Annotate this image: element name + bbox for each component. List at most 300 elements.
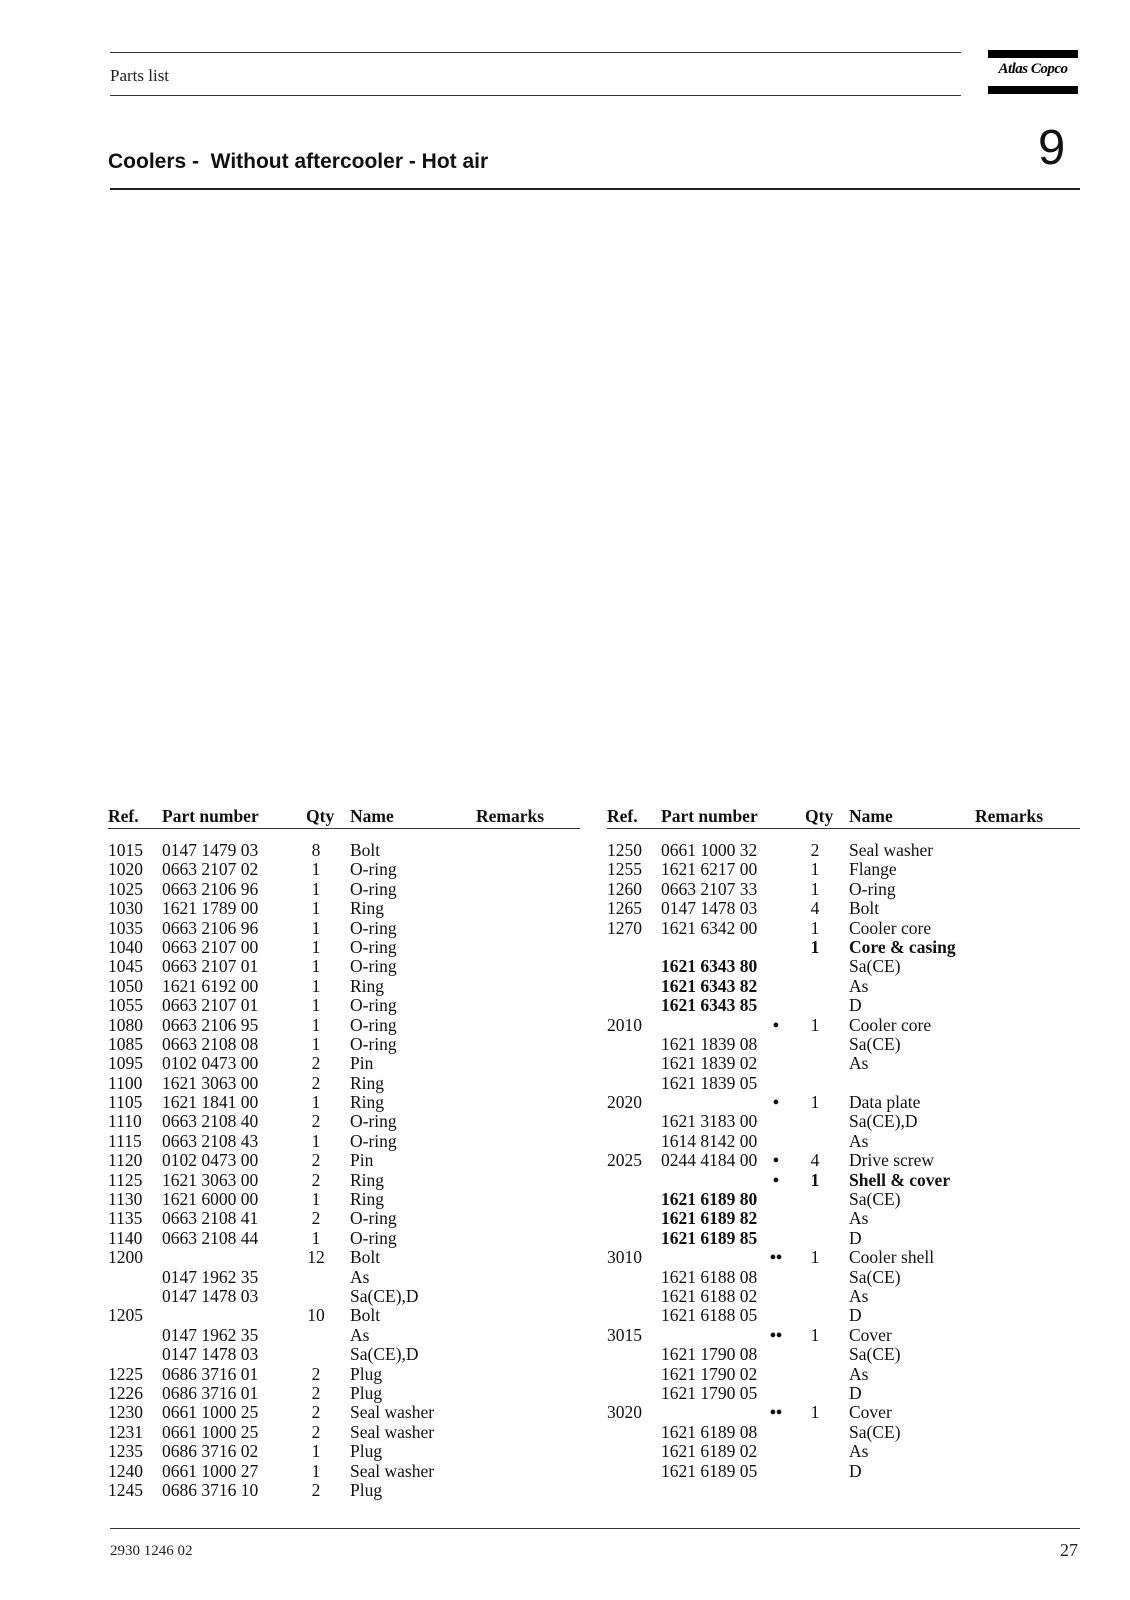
row-name: Plug bbox=[350, 1382, 383, 1403]
column-header-qty: Qty bbox=[306, 806, 335, 826]
row-name: Sa(CE) bbox=[849, 1033, 901, 1054]
row-qty: 2 bbox=[311, 1169, 321, 1190]
row-part-number: 0661 1000 27 bbox=[162, 1460, 259, 1481]
row-part-number: 0661 1000 25 bbox=[162, 1402, 259, 1423]
row-part-number: 0244 4184 00 bbox=[661, 1150, 758, 1171]
row-part-number: 0147 1479 03 bbox=[162, 840, 259, 860]
row-name: Ring bbox=[350, 975, 385, 996]
row-part-number: 1621 3183 00 bbox=[661, 1111, 758, 1132]
document-number: 2930 1246 02 bbox=[110, 1543, 193, 1559]
row-qty: 4 bbox=[810, 898, 820, 919]
row-qty: 1 bbox=[810, 878, 820, 899]
row-name: Ring bbox=[350, 898, 385, 919]
table-row bbox=[108, 899, 580, 918]
row-qty: 2 bbox=[311, 1072, 321, 1093]
table-row bbox=[607, 1345, 1080, 1364]
column-header-ref: Ref. bbox=[607, 806, 638, 826]
column-header-remarks: Remarks bbox=[975, 806, 1044, 826]
row-part-number: 1621 6343 85 bbox=[661, 995, 758, 1016]
row-qty: 2 bbox=[810, 840, 820, 860]
row-ref: 1140 bbox=[108, 1227, 143, 1248]
row-part-number: 1621 1790 02 bbox=[661, 1363, 758, 1384]
row-name: Bolt bbox=[350, 1247, 381, 1268]
row-part-number: 1621 6188 02 bbox=[661, 1285, 758, 1306]
row-name: As bbox=[849, 1130, 869, 1151]
footer-rule bbox=[110, 1528, 1080, 1529]
row-level-marker: • bbox=[772, 1014, 780, 1035]
row-name: D bbox=[849, 1227, 862, 1248]
row-part-number: 1621 3063 00 bbox=[162, 1072, 259, 1093]
row-name: Cooler core bbox=[849, 1014, 932, 1035]
row-part-number: 0147 1962 35 bbox=[162, 1266, 259, 1287]
row-name: Seal washer bbox=[350, 1460, 435, 1481]
row-part-number: 1621 1790 05 bbox=[661, 1382, 758, 1403]
row-ref: 1205 bbox=[108, 1305, 143, 1326]
row-part-number: 1621 6189 82 bbox=[661, 1208, 758, 1229]
table-row bbox=[108, 1132, 580, 1151]
row-qty: 1 bbox=[311, 936, 321, 957]
table-row bbox=[108, 1190, 580, 1209]
row-ref: 1226 bbox=[108, 1382, 143, 1403]
row-ref: 1015 bbox=[108, 840, 143, 860]
page-title: Coolers - Without aftercooler - Hot air bbox=[108, 150, 489, 173]
row-name: O-ring bbox=[350, 1208, 397, 1229]
header-top-rule bbox=[110, 52, 961, 53]
row-part-number: 1621 6000 00 bbox=[162, 1189, 259, 1210]
row-name: Ring bbox=[350, 1169, 385, 1190]
row-name: D bbox=[849, 995, 862, 1016]
row-name: O-ring bbox=[350, 917, 397, 938]
table-row bbox=[108, 977, 580, 996]
row-part-number: 1621 1790 08 bbox=[661, 1344, 758, 1365]
row-ref: 1120 bbox=[108, 1150, 143, 1171]
row-ref: 1100 bbox=[108, 1072, 143, 1093]
table-row bbox=[607, 1248, 1080, 1267]
logo-wordmark: Atlas Copco bbox=[998, 61, 1068, 77]
table-row bbox=[607, 1074, 1080, 1093]
table-row bbox=[607, 1268, 1080, 1287]
row-name: Bolt bbox=[350, 1305, 381, 1326]
row-part-number: 0663 2107 33 bbox=[661, 878, 758, 899]
row-name: Seal washer bbox=[350, 1421, 435, 1442]
row-part-number: 1621 1839 08 bbox=[661, 1033, 758, 1054]
row-level-marker: •• bbox=[769, 1324, 783, 1345]
row-ref: 3020 bbox=[607, 1402, 642, 1423]
table-row bbox=[108, 1229, 580, 1248]
parts-table-right bbox=[607, 805, 1080, 1481]
row-part-number: 0686 3716 01 bbox=[162, 1363, 259, 1384]
table-row bbox=[607, 899, 1080, 918]
title-rule bbox=[110, 188, 1080, 190]
row-name: Seal washer bbox=[849, 840, 934, 860]
table-row bbox=[607, 919, 1080, 938]
row-part-number: 0147 1962 35 bbox=[162, 1324, 259, 1345]
row-qty: 2 bbox=[311, 1053, 321, 1074]
table-row bbox=[108, 1016, 580, 1035]
row-qty: 1 bbox=[311, 917, 321, 938]
row-ref: 1035 bbox=[108, 917, 143, 938]
table-row bbox=[108, 1287, 580, 1306]
table-row bbox=[607, 1016, 1080, 1035]
row-name: O-ring bbox=[350, 956, 397, 977]
row-part-number: 1621 1789 00 bbox=[162, 898, 259, 919]
row-part-number: 1621 6188 05 bbox=[661, 1305, 758, 1326]
row-ref: 1130 bbox=[108, 1189, 143, 1210]
row-part-number: 0102 0473 00 bbox=[162, 1150, 259, 1171]
row-name: Shell & cover bbox=[849, 1169, 951, 1190]
section-label: Parts list bbox=[110, 66, 170, 85]
row-part-number: 0663 2106 96 bbox=[162, 917, 259, 938]
row-name: O-ring bbox=[350, 1227, 397, 1248]
table-row bbox=[607, 938, 1080, 957]
row-ref: 1045 bbox=[108, 956, 143, 977]
row-name: Data plate bbox=[849, 1092, 921, 1113]
table-row bbox=[108, 1326, 580, 1345]
row-ref: 1200 bbox=[108, 1247, 143, 1268]
row-qty: 12 bbox=[307, 1247, 325, 1268]
row-part-number: 0663 2108 44 bbox=[162, 1227, 259, 1248]
table-row bbox=[108, 1481, 580, 1500]
logo-top-bar bbox=[988, 50, 1078, 58]
row-name: Pin bbox=[350, 1150, 374, 1171]
row-part-number: 0102 0473 00 bbox=[162, 1053, 259, 1074]
table-row bbox=[108, 1268, 580, 1287]
row-qty: 1 bbox=[810, 859, 820, 880]
row-part-number: 0661 1000 32 bbox=[661, 840, 758, 860]
row-part-number: 1621 6342 00 bbox=[661, 917, 758, 938]
row-qty: 1 bbox=[810, 1324, 820, 1345]
row-ref: 1085 bbox=[108, 1033, 143, 1054]
table-row bbox=[108, 957, 580, 976]
row-qty: 2 bbox=[311, 1382, 321, 1403]
header-bottom-rule bbox=[110, 95, 961, 96]
row-part-number: 0663 2108 40 bbox=[162, 1111, 259, 1132]
row-name: Sa(CE),D bbox=[350, 1344, 419, 1365]
table-row bbox=[108, 1403, 580, 1422]
row-name: Plug bbox=[350, 1441, 383, 1462]
row-qty: 1 bbox=[311, 975, 321, 996]
row-qty: 1 bbox=[311, 1014, 321, 1035]
row-ref: 1240 bbox=[108, 1460, 143, 1481]
row-name: Sa(CE) bbox=[849, 956, 901, 977]
table-row bbox=[607, 1326, 1080, 1345]
table-row bbox=[607, 1151, 1080, 1170]
row-ref: 1260 bbox=[607, 878, 642, 899]
row-name: As bbox=[350, 1266, 370, 1287]
row-qty: 1 bbox=[810, 1014, 820, 1035]
row-name: O-ring bbox=[350, 1130, 397, 1151]
row-part-number: 0686 3716 10 bbox=[162, 1479, 259, 1500]
row-part-number: 0663 2107 01 bbox=[162, 956, 259, 977]
row-ref: 1230 bbox=[108, 1402, 143, 1423]
row-part-number: 1621 6189 05 bbox=[661, 1460, 758, 1481]
chapter-number: 9 bbox=[1038, 121, 1066, 175]
table-row bbox=[108, 880, 580, 899]
row-ref: 1225 bbox=[108, 1363, 143, 1384]
row-ref: 2025 bbox=[607, 1150, 642, 1171]
row-part-number: 0663 2107 02 bbox=[162, 859, 259, 880]
row-name: Sa(CE) bbox=[849, 1421, 901, 1442]
row-part-number: 0663 2108 43 bbox=[162, 1130, 259, 1151]
row-ref: 1105 bbox=[108, 1092, 143, 1113]
row-qty: 1 bbox=[810, 1092, 820, 1113]
row-name: D bbox=[849, 1305, 862, 1326]
row-ref: 1231 bbox=[108, 1421, 143, 1442]
row-part-number: 0147 1478 03 bbox=[162, 1285, 259, 1306]
row-part-number: 1621 6217 00 bbox=[661, 859, 758, 880]
row-ref: 1270 bbox=[607, 917, 642, 938]
column-header-name: Name bbox=[849, 806, 893, 826]
table-row bbox=[108, 938, 580, 957]
table-row bbox=[108, 1462, 580, 1481]
row-name: Sa(CE),D bbox=[849, 1111, 918, 1132]
table-row bbox=[607, 1423, 1080, 1442]
table-row bbox=[108, 919, 580, 938]
row-ref: 1050 bbox=[108, 975, 143, 996]
row-qty: 1 bbox=[810, 1169, 820, 1190]
row-name: Ring bbox=[350, 1189, 385, 1210]
row-part-number: 1621 6343 80 bbox=[661, 956, 758, 977]
row-name: As bbox=[849, 1208, 869, 1229]
row-part-number: 0147 1478 03 bbox=[162, 1344, 259, 1365]
column-header-ref: Ref. bbox=[108, 806, 139, 826]
row-qty: 2 bbox=[311, 1479, 321, 1500]
row-name: Plug bbox=[350, 1363, 383, 1384]
row-ref: 1040 bbox=[108, 936, 143, 957]
row-name: Plug bbox=[350, 1479, 383, 1500]
row-qty: 1 bbox=[810, 1247, 820, 1268]
table-row bbox=[607, 1229, 1080, 1248]
row-qty: 2 bbox=[311, 1421, 321, 1442]
row-part-number: 1621 6189 80 bbox=[661, 1189, 758, 1210]
row-part-number: 0147 1478 03 bbox=[661, 898, 758, 919]
row-part-number: 0663 2108 41 bbox=[162, 1208, 259, 1229]
row-qty: 1 bbox=[311, 995, 321, 1016]
row-ref: 2020 bbox=[607, 1092, 642, 1113]
row-ref: 1245 bbox=[108, 1479, 143, 1500]
row-name: O-ring bbox=[849, 878, 896, 899]
row-qty: 1 bbox=[311, 1092, 321, 1113]
table-row bbox=[108, 1171, 580, 1190]
row-qty: 2 bbox=[311, 1363, 321, 1384]
table-row bbox=[607, 860, 1080, 879]
row-qty: 1 bbox=[810, 1402, 820, 1423]
row-ref: 1265 bbox=[607, 898, 642, 919]
table-row bbox=[607, 957, 1080, 976]
row-ref: 1235 bbox=[108, 1441, 143, 1462]
row-part-number: 1621 1841 00 bbox=[162, 1092, 259, 1113]
row-ref: 2010 bbox=[607, 1014, 642, 1035]
row-part-number: 0661 1000 25 bbox=[162, 1421, 259, 1442]
parts-table-left bbox=[108, 805, 580, 1500]
row-name: Drive screw bbox=[849, 1150, 935, 1171]
row-ref: 1125 bbox=[108, 1169, 143, 1190]
table-row bbox=[607, 1132, 1080, 1151]
row-name: O-ring bbox=[350, 1033, 397, 1054]
row-qty: 8 bbox=[311, 840, 321, 860]
row-name: Sa(CE) bbox=[849, 1189, 901, 1210]
table-row bbox=[607, 1462, 1080, 1481]
row-name: O-ring bbox=[350, 995, 397, 1016]
row-ref: 1115 bbox=[108, 1130, 142, 1151]
row-part-number: 0686 3716 02 bbox=[162, 1441, 259, 1462]
row-part-number: 0663 2108 08 bbox=[162, 1033, 259, 1054]
table-row bbox=[108, 1209, 580, 1228]
row-name: Sa(CE),D bbox=[350, 1285, 419, 1306]
row-name: Cover bbox=[849, 1324, 892, 1345]
table-row bbox=[108, 1151, 580, 1170]
row-qty: 1 bbox=[311, 859, 321, 880]
logo-bottom-bar bbox=[988, 86, 1078, 94]
atlas-copco-logo bbox=[988, 50, 1078, 94]
row-level-marker: •• bbox=[769, 1402, 783, 1423]
row-name: Sa(CE) bbox=[849, 1344, 901, 1365]
row-part-number: 1621 6189 85 bbox=[661, 1227, 758, 1248]
row-name: As bbox=[849, 975, 869, 996]
table-row bbox=[108, 1306, 580, 1325]
page-number: 27 bbox=[1060, 1540, 1078, 1560]
row-part-number: 0663 2107 01 bbox=[162, 995, 259, 1016]
row-ref: 1030 bbox=[108, 898, 143, 919]
row-name: Pin bbox=[350, 1053, 374, 1074]
table-row bbox=[108, 860, 580, 879]
table-row bbox=[607, 1093, 1080, 1112]
table-row bbox=[607, 1035, 1080, 1054]
table-row bbox=[108, 841, 580, 860]
row-part-number: 1621 6192 00 bbox=[162, 975, 259, 996]
row-part-number: 1621 6343 82 bbox=[661, 975, 758, 996]
row-qty: 1 bbox=[311, 1033, 321, 1054]
table-row bbox=[607, 1442, 1080, 1461]
row-ref: 1080 bbox=[108, 1014, 143, 1035]
row-qty: 1 bbox=[311, 1460, 321, 1481]
row-ref: 1095 bbox=[108, 1053, 143, 1074]
table-row bbox=[108, 1093, 580, 1112]
row-name: Bolt bbox=[849, 898, 880, 919]
row-qty: 10 bbox=[307, 1305, 325, 1326]
row-name: D bbox=[849, 1460, 862, 1481]
row-part-number: 0663 2107 00 bbox=[162, 936, 259, 957]
row-part-number: 0663 2106 96 bbox=[162, 878, 259, 899]
row-qty: 4 bbox=[810, 1150, 820, 1171]
row-name: As bbox=[849, 1053, 869, 1074]
table-header-rule bbox=[108, 828, 580, 829]
row-name: Flange bbox=[849, 859, 897, 880]
row-qty: 1 bbox=[810, 936, 820, 957]
table-row bbox=[607, 977, 1080, 996]
row-part-number: 1614 8142 00 bbox=[661, 1130, 758, 1151]
table-row bbox=[607, 1190, 1080, 1209]
row-part-number: 1621 3063 00 bbox=[162, 1169, 259, 1190]
column-header-remarks: Remarks bbox=[476, 806, 545, 826]
row-name: O-ring bbox=[350, 859, 397, 880]
table-row bbox=[108, 1035, 580, 1054]
row-qty: 2 bbox=[311, 1208, 321, 1229]
table-row bbox=[607, 1287, 1080, 1306]
table-header bbox=[108, 805, 580, 827]
row-name: As bbox=[350, 1324, 370, 1345]
table-row bbox=[108, 1384, 580, 1403]
row-ref: 1250 bbox=[607, 840, 642, 860]
table-row bbox=[108, 1442, 580, 1461]
table-row bbox=[607, 1209, 1080, 1228]
row-part-number: 1621 6188 08 bbox=[661, 1266, 758, 1287]
column-header-part-number: Part number bbox=[661, 806, 758, 826]
row-name: O-ring bbox=[350, 1111, 397, 1132]
row-name: Cover bbox=[849, 1402, 892, 1423]
row-level-marker: •• bbox=[769, 1247, 783, 1268]
row-qty: 1 bbox=[311, 898, 321, 919]
table-body bbox=[607, 841, 1080, 1481]
row-qty: 1 bbox=[311, 1441, 321, 1462]
row-ref: 3010 bbox=[607, 1247, 642, 1268]
row-name: Ring bbox=[350, 1092, 385, 1113]
row-ref: 3015 bbox=[607, 1324, 642, 1345]
row-level-marker: • bbox=[772, 1169, 780, 1190]
row-ref: 1255 bbox=[607, 859, 642, 880]
row-part-number: 1621 1839 05 bbox=[661, 1072, 758, 1093]
row-ref: 1020 bbox=[108, 859, 143, 880]
row-name: Cooler shell bbox=[849, 1247, 935, 1268]
row-name: D bbox=[849, 1382, 862, 1403]
column-header-name: Name bbox=[350, 806, 394, 826]
row-name: As bbox=[849, 1285, 869, 1306]
table-header bbox=[607, 805, 1080, 827]
row-part-number: 0686 3716 01 bbox=[162, 1382, 259, 1403]
row-name: Ring bbox=[350, 1072, 385, 1093]
table-header-rule bbox=[607, 828, 1080, 829]
table-body bbox=[108, 841, 580, 1500]
row-name: O-ring bbox=[350, 1014, 397, 1035]
table-row bbox=[607, 1384, 1080, 1403]
column-header-part-number: Part number bbox=[162, 806, 259, 826]
table-row bbox=[607, 996, 1080, 1015]
table-row bbox=[607, 1403, 1080, 1422]
row-qty: 1 bbox=[311, 1130, 321, 1151]
row-qty: 2 bbox=[311, 1402, 321, 1423]
row-ref: 1055 bbox=[108, 995, 143, 1016]
row-name: Core & casing bbox=[849, 936, 956, 957]
row-name: Cooler core bbox=[849, 917, 932, 938]
row-ref: 1135 bbox=[108, 1208, 143, 1229]
table-row bbox=[607, 880, 1080, 899]
row-qty: 1 bbox=[810, 917, 820, 938]
table-row bbox=[607, 1171, 1080, 1190]
table-row bbox=[108, 1423, 580, 1442]
table-row bbox=[108, 1248, 580, 1267]
row-name: Bolt bbox=[350, 840, 381, 860]
row-ref: 1025 bbox=[108, 878, 143, 899]
table-row bbox=[607, 1054, 1080, 1073]
row-part-number: 1621 6189 02 bbox=[661, 1441, 758, 1462]
table-row bbox=[108, 996, 580, 1015]
row-qty: 2 bbox=[311, 1111, 321, 1132]
row-qty: 1 bbox=[311, 1227, 321, 1248]
row-part-number: 0663 2106 95 bbox=[162, 1014, 259, 1035]
row-part-number: 1621 1839 02 bbox=[661, 1053, 758, 1074]
row-name: As bbox=[849, 1441, 869, 1462]
table-row bbox=[607, 1365, 1080, 1384]
table-row bbox=[607, 1306, 1080, 1325]
row-qty: 1 bbox=[311, 1189, 321, 1210]
table-row bbox=[607, 1112, 1080, 1131]
row-name: O-ring bbox=[350, 878, 397, 899]
table-row bbox=[108, 1112, 580, 1131]
row-level-marker: • bbox=[772, 1092, 780, 1113]
row-name: As bbox=[849, 1363, 869, 1384]
row-qty: 1 bbox=[311, 878, 321, 899]
row-qty: 2 bbox=[311, 1150, 321, 1171]
